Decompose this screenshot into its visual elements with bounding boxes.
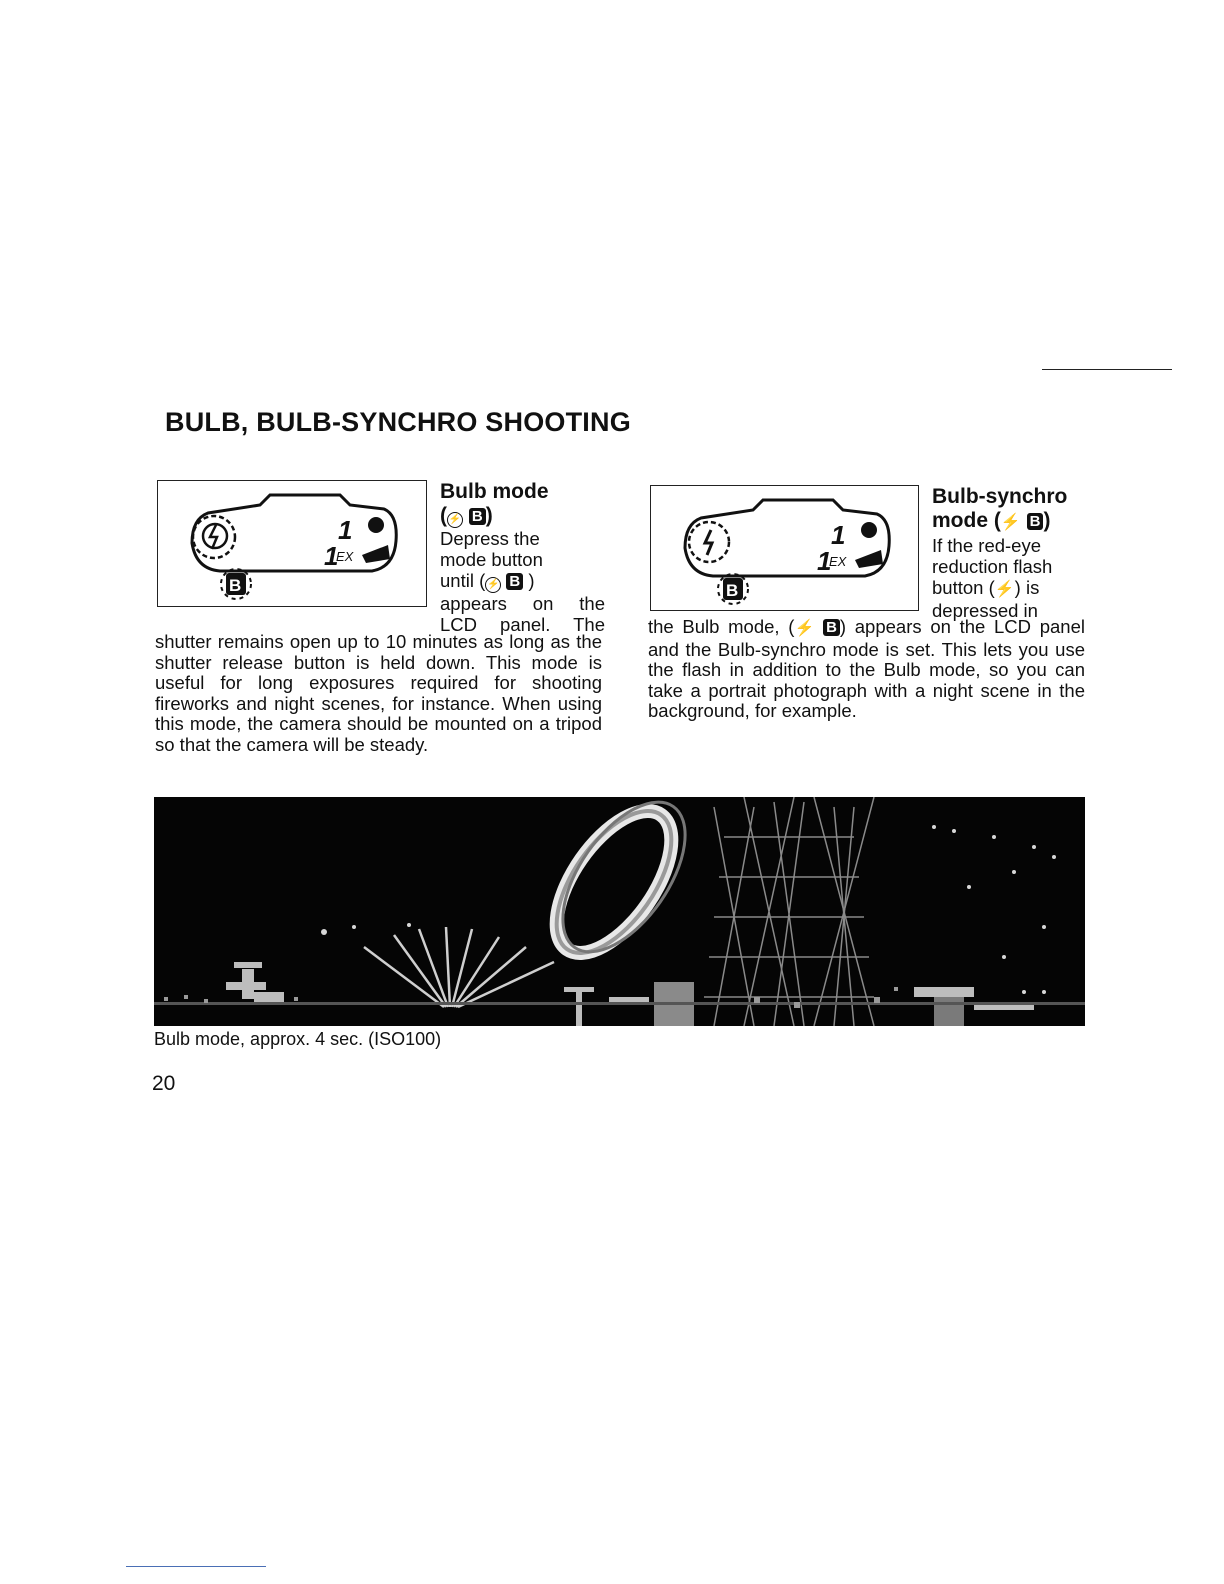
top-right-rule	[1042, 369, 1172, 370]
page-number: 20	[152, 1072, 176, 1095]
lcd-panel-illustration	[651, 486, 918, 610]
synchro-button-line	[932, 577, 1092, 600]
paren-close: )	[1043, 509, 1051, 532]
synchro-lcd-panel-figure	[650, 485, 919, 611]
bulb-b-icon: B	[823, 619, 840, 636]
bulb-b-icon: B	[1027, 513, 1044, 530]
synchro-side-text	[932, 485, 1092, 621]
bulb-mode-heading	[440, 480, 605, 504]
is-label: ) is	[1014, 577, 1040, 598]
bulb-mode-heading-label: Bulb mode	[440, 480, 549, 503]
button-label: button (	[932, 577, 995, 598]
lcd-digit-bottom: 1	[817, 546, 832, 576]
red-eye-flash-icon: ⚡	[485, 577, 501, 593]
paren-open: (	[440, 504, 447, 527]
night-scene-image	[154, 797, 1085, 1026]
photo-caption: Bulb mode, approx. 4 sec. (ISO100)	[154, 1029, 442, 1049]
flash-icon: ⚡	[994, 581, 1015, 598]
lcd-ex-label: EX	[336, 549, 354, 564]
lcd-digit-bottom: 1	[324, 541, 339, 571]
until-label: until (	[440, 570, 486, 591]
flash-icon: ⚡	[1000, 514, 1021, 531]
paren-close: )	[485, 504, 493, 527]
bulb-lcd-panel-figure	[157, 480, 427, 607]
bulb-appears-line: appears on the	[440, 593, 605, 614]
bulb-side-line-1: Depress the	[440, 528, 540, 549]
bulb-b-icon: B	[506, 573, 523, 590]
bottom-left-rule	[126, 1566, 266, 1567]
bulb-b-icon: B	[469, 508, 486, 525]
page-title: BULB, BULB-SYNCHRO SHOOTING	[165, 407, 631, 437]
synchro-side-line-1: If the red-eye	[932, 535, 1042, 556]
flash-icon: ⚡	[794, 620, 815, 637]
bulb-side-text	[440, 480, 605, 635]
lcd-b-label: B	[726, 581, 739, 600]
red-eye-flash-icon: ⚡	[447, 512, 463, 528]
paren-close: )	[528, 570, 535, 591]
synchro-heading-mode: mode (	[932, 509, 1001, 532]
synchro-heading-line-1: Bulb-synchro	[932, 485, 1068, 508]
bulb-mode-heading-symbol	[440, 504, 605, 528]
lcd-digit-top: 1	[338, 515, 353, 545]
synchro-body-rest: ) appears on the LCD panel and the Bulb-synchro mode is set. This lets you use the flash in addition to the Bulb mode, so you can take a portrait photograph with a night scene in the background, for example.	[648, 616, 1085, 721]
bulb-side-line-2: mode button	[440, 549, 543, 570]
bulb-lcd-line: LCD panel. The	[440, 614, 605, 635]
lcd-b-label: B	[229, 576, 242, 595]
bulb-until-line	[440, 570, 605, 593]
bulb-body-paragraph: shutter remains open up to 10 minutes as long as the shutter release button is held down. This mode is useful for long exposures required for shooting fireworks and night scenes, for instance. When using this mode, the camera should be mounted on a tripod so that the camera will be steady.	[155, 631, 602, 755]
fireworks-night-photo	[154, 797, 1085, 1026]
synchro-heading-line-2	[932, 509, 1092, 535]
synchro-depressed-line: depressed in	[932, 600, 1038, 621]
lcd-ex-label: EX	[829, 554, 847, 569]
lcd-panel-illustration	[158, 481, 426, 606]
lcd-digit-top: 1	[831, 520, 846, 550]
synchro-side-line-2: reduction flash	[932, 556, 1053, 577]
synchro-body-paragraph	[648, 617, 1085, 722]
synchro-body-start: the Bulb mode, (	[648, 616, 795, 637]
